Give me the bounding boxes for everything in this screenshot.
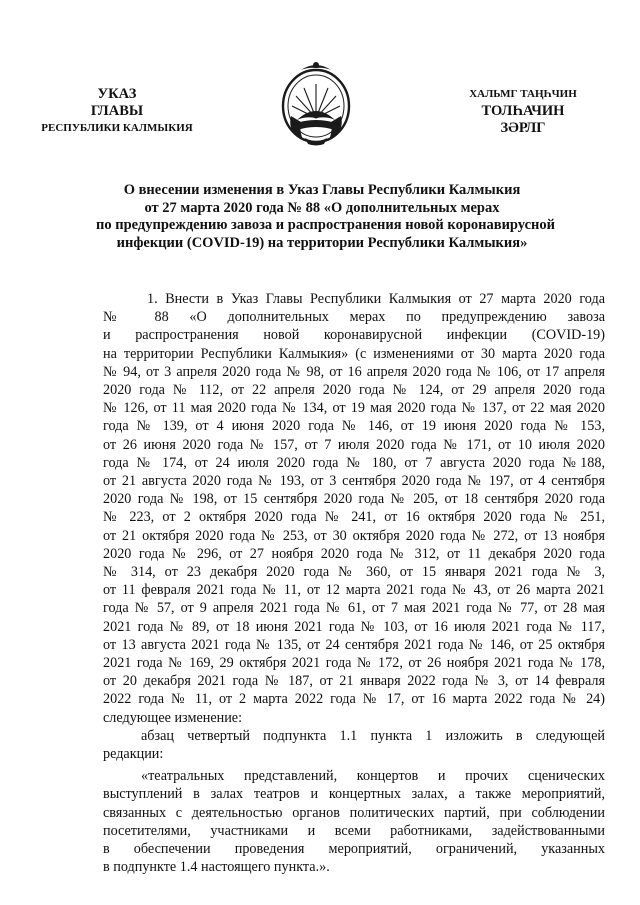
body-line: редакции: bbox=[103, 746, 164, 763]
title-line: О внесении изменения в Указ Главы Республики Калмыкия bbox=[123, 182, 521, 198]
body-line: № 223, от 2 октября 2020 года № 241, от 16 октября 2020 года № 251, bbox=[103, 509, 605, 526]
header-right-line2: ТОЛҺАЧИН bbox=[481, 103, 565, 119]
body-line: в обеспечении проведения мероприятий, ограничений, указанных bbox=[103, 841, 605, 858]
title-line: от 27 марта 2020 года № 88 «О дополнительных мерах bbox=[144, 199, 500, 216]
paragraph-2 bbox=[103, 727, 605, 763]
body-line: № 88 «О дополнительных мерах по предупреждению завоза bbox=[103, 309, 605, 326]
body-line: выступлений в залах театров и концертных залах, а также мероприятий, bbox=[103, 786, 605, 803]
header-right-block bbox=[440, 86, 606, 137]
body-line: № 94, от 3 апреля 2020 года № 98, от 16 апреля 2020 года № 106, от 17 апреля bbox=[103, 363, 605, 380]
header-left-republic: РЕСПУБЛИКИ КАЛМЫКИЯ bbox=[41, 122, 193, 134]
header-left-ukaz: УКАЗ bbox=[97, 86, 137, 102]
body-line: и распространения новой коронавирусной инфекции (COVID-19) bbox=[103, 327, 605, 344]
body-line: 2020 года № 112, от 22 апреля 2020 года № 124, от 29 апреля 2020 года bbox=[103, 382, 605, 399]
body-line: от 20 декабря 2021 года № 187, от 21 января 2022 года № 3, от 14 февраля bbox=[103, 673, 605, 690]
body-line: от 26 июня 2020 года № 157, от 7 июля 2020 года № 171, от 10 июля 2020 bbox=[103, 436, 605, 453]
body-line: от 21 октября 2020 года № 253, от 30 октября 2020 года № 272, от 13 ноября bbox=[103, 527, 605, 544]
body-line: года № 57, от 9 апреля 2021 года № 61, от 7 мая 2021 года № 77, от 28 мая bbox=[103, 600, 605, 617]
body-line: от 11 февраля 2021 года № 11, от 12 марта 2021 года № 43, от 26 марта 2021 bbox=[103, 582, 605, 599]
body-line: абзац четвертый подпункта 1.1 пункта 1 изложить в следующей bbox=[141, 727, 605, 744]
body-line: 2020 года № 296, от 27 ноября 2020 года № 312, от 11 декабря 2020 года bbox=[103, 545, 605, 562]
body-line: № 126, от 11 мая 2020 года № 134, от 19 мая 2020 года № 137, от 22 мая 2020 bbox=[103, 400, 605, 417]
body-line: на территории Республики Калмыкия» (с изменениями от 30 марта 2020 года bbox=[103, 345, 605, 362]
body-line: посетителями, участниками и всеми работниками, задействованными bbox=[103, 822, 605, 839]
body-line: года № 174, от 24 июля 2020 года № 180, от 7 августа 2020 года №188, bbox=[103, 454, 605, 471]
header-left-glavy: ГЛАВЫ bbox=[90, 103, 144, 119]
header-right-line1: ХАЛЬМГ ТАҢҺЧИН bbox=[469, 88, 577, 100]
body-line: 1. Внести в Указ Главы Республики Калмыкия от 27 марта 2020 года bbox=[147, 291, 605, 307]
title-line: инфекции (COVID-19) на территории Республики Калмыкия» bbox=[116, 234, 528, 251]
body-line: «театральных представлений, концертов и прочих сценических bbox=[141, 768, 605, 785]
body-line: № 314, от 23 декабря 2020 года № 360, от 15 января 2021 года № 3, bbox=[103, 564, 605, 581]
header-right-line3: ЗӘРЛГ bbox=[500, 120, 546, 136]
paragraph-1 bbox=[103, 290, 605, 727]
body-line: связанных с деятельностью органов политических партий, при соблюдении bbox=[103, 804, 605, 821]
decree-title bbox=[96, 182, 556, 252]
body-line: следующее изменение: bbox=[103, 709, 243, 726]
body-line: 2021 года № 89, от 18 июня 2021 года № 103, от 16 июля 2021 года № 117, bbox=[103, 618, 605, 635]
decree-body bbox=[103, 290, 605, 877]
header-left-block bbox=[22, 86, 212, 137]
title-line: по предупреждению завоза и распространения новой коронавирусной bbox=[96, 217, 556, 233]
paragraph-3-quote bbox=[103, 767, 605, 876]
body-line: от 13 августа 2021 года № 135, от 24 сентября 2021 года № 146, от 25 октября bbox=[103, 636, 605, 653]
body-line: 2020 года № 198, от 15 сентября 2020 года № 205, от 18 сентября 2020 года bbox=[103, 491, 605, 508]
body-line: от 21 августа 2020 года № 193, от 3 сентября 2020 года № 197, от 4 сентября bbox=[103, 473, 605, 490]
kalmykia-emblem-icon bbox=[277, 58, 355, 150]
body-line: в подпункте 1.4 настоящего пункта.». bbox=[103, 859, 330, 876]
body-line: года № 139, от 4 июня 2020 года № 146, от 19 июня 2020 года № 153, bbox=[103, 418, 605, 435]
body-line: 2022 года № 11, от 2 марта 2022 года № 17, от 16 марта 2022 года № 24) bbox=[103, 691, 605, 708]
body-line: 2021 года № 169, 29 октября 2021 года № 172, от 26 ноября 2021 года № 178, bbox=[103, 655, 605, 672]
